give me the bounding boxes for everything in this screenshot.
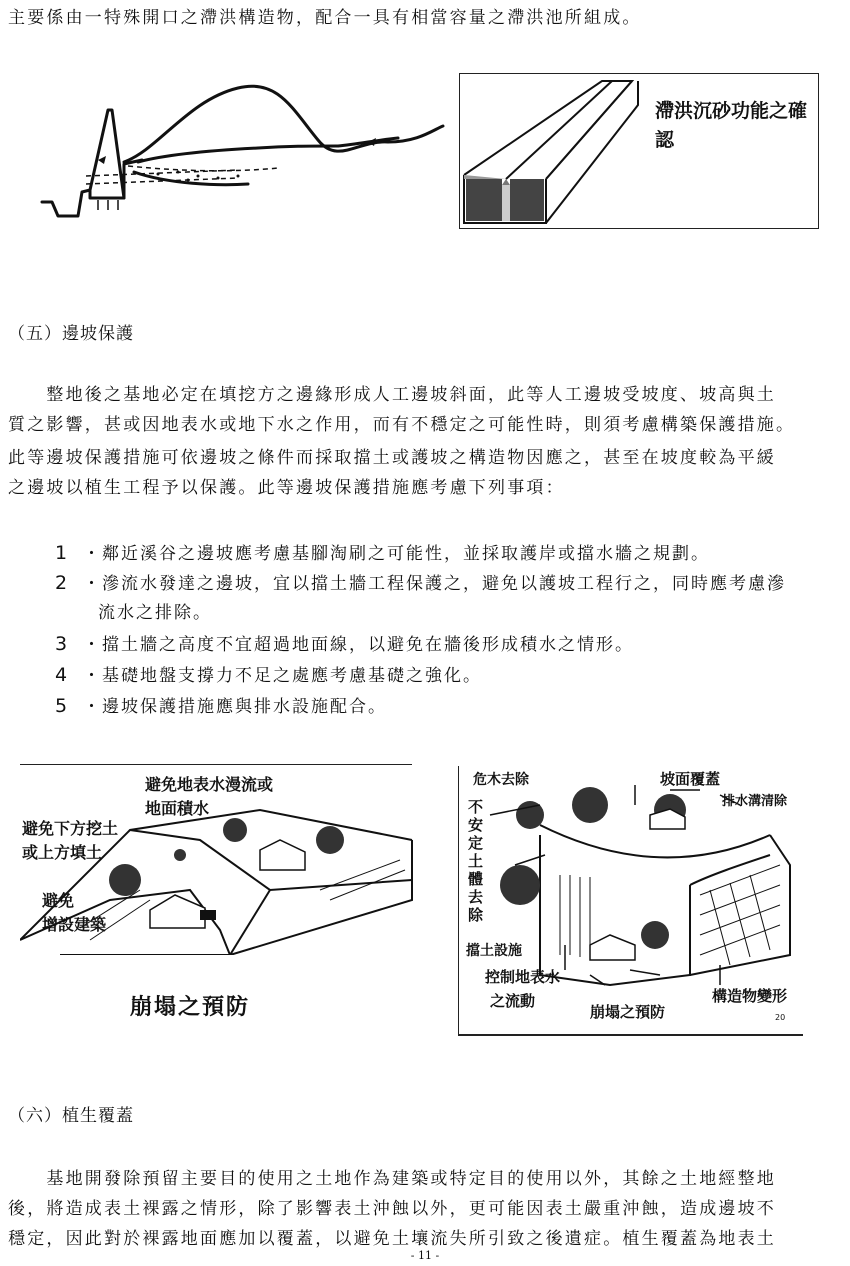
section5-para-line-4: 之邊坡以植生工程予以保護。此等邊坡保護措施應考慮下列事項： (8, 478, 565, 498)
section6-heading: （六）植生覆蓋 (8, 1106, 134, 1126)
list-item-text: ・邊坡保護措施應與排水設施配合。 (83, 697, 387, 717)
slope-measures-drawing (470, 785, 800, 995)
figure2-title: 崩塌之預防 (130, 995, 251, 1020)
section5-para-line-1: 整地後之基地必定在填挖方之邊緣形成人工邊坡斜面，此等人工邊坡受坡度、坡高與土 (8, 385, 776, 405)
figure2-top-border (20, 764, 412, 765)
figure2-label-build2: 增設建築 (42, 915, 107, 934)
figure1-caption: 滯洪沉砂功能之確認 (655, 100, 808, 151)
list-item (55, 661, 482, 686)
intro-text: 主要係由一特殊開口之滯洪構造物，配合一具有相當容量之滯洪池所組成。 (8, 8, 642, 28)
section6-para-line-3: 穩定，因此對於裸露地面應加以覆蓋，以避免土壤流失所引致之後遺症。植生覆蓋為地表土 (8, 1229, 776, 1249)
figure2-label-top2: 地面積水 (145, 799, 210, 818)
list-item-number: 3 (55, 633, 70, 655)
figure3-small-number: 20 (775, 1013, 786, 1022)
figure2-label-left2: 或上方填土 (22, 843, 103, 862)
figure3-label-retain: 擋土設施 (466, 943, 522, 959)
figure2-label-left1: 避免下方挖土 (22, 819, 119, 838)
list-item-number: 4 (55, 664, 70, 686)
list-item (55, 569, 786, 594)
figure3-label-title: 崩塌之預防 (590, 1003, 666, 1021)
list-item (55, 692, 387, 717)
figure3-label-unstable: 不安定土體去除 (468, 798, 484, 924)
figure3-label-cover: 坡面覆蓋 (660, 770, 721, 788)
figure3-label-tree: 危木去除 (473, 772, 529, 788)
figure3-label-drain: 排水溝清除 (722, 794, 788, 809)
figure3-label-deform: 構造物變形 (712, 987, 788, 1005)
list-item-number: 5 (55, 695, 70, 717)
page-number: - 11 - (410, 1249, 440, 1262)
figure3-label-control2: 之流動 (490, 992, 536, 1010)
channel-structure-drawing (462, 75, 652, 227)
section5-heading: （五）邊坡保護 (8, 324, 134, 344)
list-item-number: 1 (55, 542, 70, 564)
list-item-number: 2 (55, 572, 70, 594)
list-item (55, 630, 634, 655)
dam-sketch-figure (38, 80, 448, 220)
list-item-text: ・鄰近溪谷之邊坡應考慮基腳淘刷之可能性，並採取護岸或擋水牆之規劃。 (83, 544, 710, 564)
list-item-text: ・基礎地盤支撐力不足之處應考慮基礎之強化。 (83, 666, 482, 686)
list-item-text: ・擋土牆之高度不宜超過地面線，以避免在牆後形成積水之情形。 (83, 635, 634, 655)
list-item-text: ・滲流水發達之邊坡，宜以擋土牆工程保護之，避免以護坡工程行之，同時應考慮滲 (83, 574, 786, 594)
figure3-label-control1: 控制地表水 (485, 968, 561, 986)
list-item (55, 539, 710, 564)
figure2-label-build1: 避免 (42, 891, 75, 910)
section6-para-line-1: 基地開發除預留主要目的使用之土地作為建築或特定目的使用以外，其餘之土地經整地 (8, 1169, 776, 1189)
section6-para-line-2: 後，將造成表土裸露之情形，除了影響表土沖蝕以外，更可能因表土嚴重沖蝕，造成邊坡不 (8, 1199, 776, 1219)
figure2-label-top: 避免地表水漫流或 (145, 775, 274, 794)
list-item-continuation: 流水之排除。 (98, 603, 212, 623)
section5-para-line-2: 質之影響，甚或因地表水或地下水之作用，而有不穩定之可能性時，則須考慮構築保護措施。 (8, 415, 796, 435)
section5-para-line-3: 此等邊坡保護措施可依邊坡之條件而採取擋土或護坡之構造物因應之，甚至在坡度較為平緩 (8, 448, 776, 468)
